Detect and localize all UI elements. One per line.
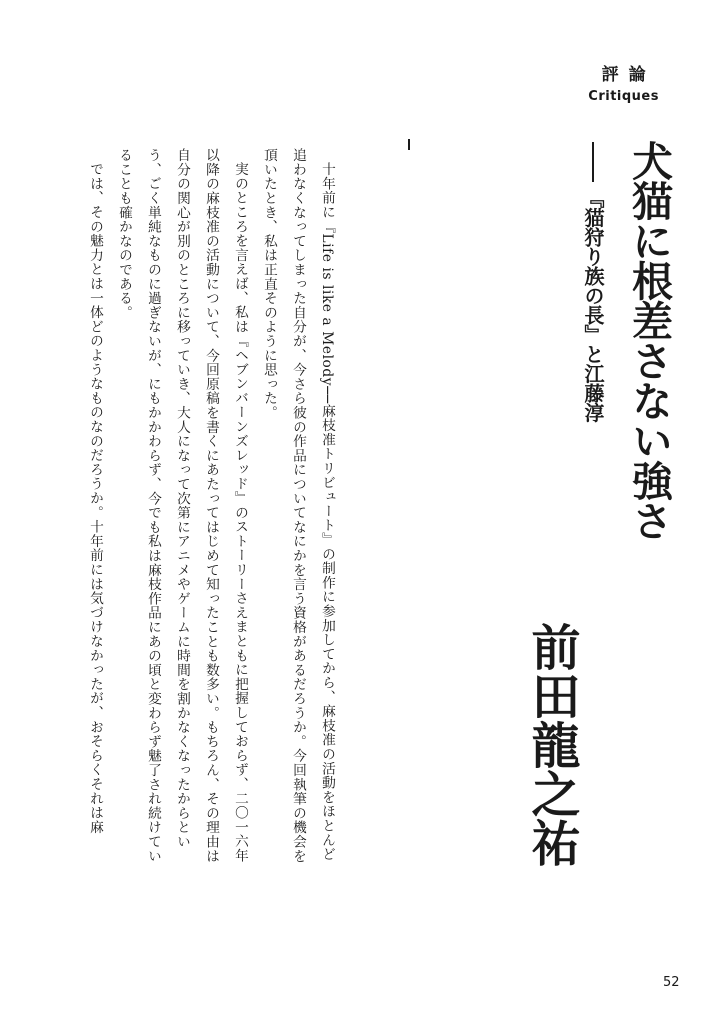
body-text xyxy=(87,148,341,868)
section-mark xyxy=(408,139,410,150)
paragraph-2: 実のところを言えば、私は『ヘブンバーンズレッド』のストーリーさえまともに把握しておらず、二〇一六年以降の麻枝准の活動について、今回原稿を書くにあたってはじめて知ったことも数多い。もちろん、その理由は自分の関心が別のところに移っていき、大人になって次第にアニメやゲームに時間を割かなくなったからという、ごく単純なものに過ぎないが、にもかかわらず、今でも私は麻枝作品にあの頃と変わらず魅了され続けていることも確かなのである。 xyxy=(116,148,248,863)
author-name: 前田龍之祐 xyxy=(524,622,581,867)
category-header xyxy=(588,60,659,104)
page-number: 52 xyxy=(663,975,680,990)
article-subtitle: 『猫狩り族の長』と江藤淳 xyxy=(581,188,605,422)
subtitle-block xyxy=(583,142,603,422)
paragraph-1: 十年前に『Life is like a Melody──麻枝准トリビュート』の制作に参加してから、麻枝准の活動をほとんど追わなくなってしまった自分が、今さら彼の作品についてなにかを言う資格があるだろうか。今回執筆の機会を頂いたとき、私は正直そのように思った。 xyxy=(261,148,335,863)
article-title: 犬猫に根差さない強さ xyxy=(625,140,673,540)
category-ja: 評論 xyxy=(601,65,656,85)
subtitle-dash xyxy=(592,142,594,182)
paragraph-3: では、その魅力とは一体どのようなものなのだろうか。十年前には気づけなかったが、おそらくそれは麻 xyxy=(87,161,103,834)
category-en: Critiques xyxy=(588,89,659,104)
